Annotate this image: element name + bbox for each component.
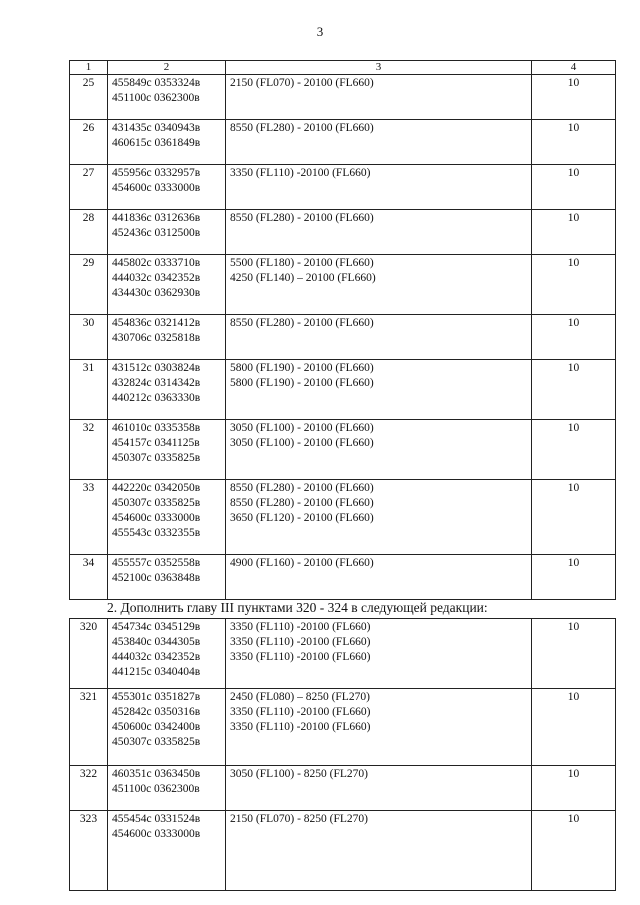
value-cell: 10	[532, 480, 616, 555]
row-number-cell: 25	[70, 75, 108, 120]
row-number-cell: 321	[70, 689, 108, 766]
coordinate-point: 452842с 0350316в	[112, 706, 201, 718]
coordinate-point: 455956с 0332957в	[112, 167, 201, 179]
coordinates-cell	[108, 689, 226, 766]
coordinate-point: 444032с 0342352в	[112, 272, 201, 284]
coordinate-point: 441215с 0340404в	[112, 666, 201, 678]
coordinate-point: 442220с 0342050в	[112, 482, 201, 494]
levels-cell	[226, 165, 532, 210]
table-row	[70, 165, 616, 210]
value-cell: 10	[532, 689, 616, 766]
levels-cell	[226, 689, 532, 766]
coordinates-cell	[108, 255, 226, 315]
flight-level-range: 3350 (FL110) -20100 (FL660)	[230, 721, 371, 733]
table-row	[70, 420, 616, 480]
value-cell: 10	[532, 555, 616, 600]
row-number-cell: 29	[70, 255, 108, 315]
coordinate-point: 441836с 0312636в	[112, 212, 201, 224]
coordinate-point: 431435с 0340943в	[112, 122, 201, 134]
flight-level-range: 8550 (FL280) - 20100 (FL660)	[230, 482, 374, 494]
row-number-cell: 26	[70, 120, 108, 165]
flight-level-range: 3650 (FL120) - 20100 (FL660)	[230, 512, 374, 524]
flight-level-range: 4900 (FL160) - 20100 (FL660)	[230, 557, 374, 569]
coordinate-point: 455301с 0351827в	[112, 691, 201, 703]
amendment-instruction: 2. Дополнить главу III пунктами 320 - 324 в следующей редакции:	[107, 600, 488, 615]
table-row	[70, 315, 616, 360]
coordinate-point: 451100с 0362300в	[112, 783, 200, 795]
coordinate-point: 452100с 0363848в	[112, 572, 201, 584]
row-number-cell: 33	[70, 480, 108, 555]
flight-level-range: 8550 (FL280) - 20100 (FL660)	[230, 212, 374, 224]
flight-level-range: 8550 (FL280) - 20100 (FL660)	[230, 317, 374, 329]
coordinates-cell	[108, 165, 226, 210]
table-row	[70, 120, 616, 165]
row-number-cell: 30	[70, 315, 108, 360]
table-row	[70, 75, 616, 120]
flight-level-range: 3050 (FL100) - 20100 (FL660)	[230, 422, 374, 434]
flight-level-range: 3350 (FL110) -20100 (FL660)	[230, 706, 371, 718]
new-items-table	[69, 618, 616, 891]
coordinate-point: 454836с 0321412в	[112, 317, 201, 329]
coordinates-cell	[108, 766, 226, 811]
coordinates-cell	[108, 619, 226, 689]
row-number-cell: 34	[70, 555, 108, 600]
coordinate-point: 455849с 0353324в	[112, 77, 201, 89]
coordinate-point: 461010с 0335358в	[112, 422, 201, 434]
coordinates-cell	[108, 555, 226, 600]
coordinate-point: 460351с 0363450в	[112, 768, 201, 780]
levels-cell	[226, 360, 532, 420]
column-header: 1	[70, 61, 108, 75]
coordinates-cell	[108, 75, 226, 120]
value-cell: 10	[532, 75, 616, 120]
coordinate-point: 454600с 0333000в	[112, 828, 201, 840]
levels-cell	[226, 315, 532, 360]
coordinate-point: 455454с 0331524в	[112, 813, 201, 825]
levels-cell	[226, 420, 532, 480]
flight-level-range: 2150 (FL070) - 20100 (FL660)	[230, 77, 374, 89]
value-cell: 10	[532, 315, 616, 360]
coordinate-point: 430706с 0325818в	[112, 332, 201, 344]
coordinate-point: 440212с 0363330в	[112, 392, 201, 404]
table-row	[70, 766, 616, 811]
table-row	[70, 689, 616, 766]
coordinates-cell	[108, 420, 226, 480]
coordinates-cell	[108, 360, 226, 420]
coordinate-point: 432824с 0314342в	[112, 377, 201, 389]
coordinate-point: 452436с 0312500в	[112, 227, 201, 239]
flight-level-range: 3350 (FL110) -20100 (FL660)	[230, 167, 371, 179]
coordinates-cell	[108, 120, 226, 165]
row-number-cell: 27	[70, 165, 108, 210]
flight-level-range: 3350 (FL110) -20100 (FL660)	[230, 636, 371, 648]
coordinate-point: 445802с 0333710в	[112, 257, 201, 269]
levels-cell	[226, 255, 532, 315]
coordinate-point: 434430с 0362930в	[112, 287, 201, 299]
coordinate-point: 450307с 0335825в	[112, 736, 201, 748]
row-number-cell: 32	[70, 420, 108, 480]
flight-level-range: 3350 (FL110) -20100 (FL660)	[230, 651, 371, 663]
coordinate-point: 454157с 0341125в	[112, 437, 200, 449]
routes-table	[69, 60, 616, 600]
flight-level-range: 3050 (FL100) - 20100 (FL660)	[230, 437, 374, 449]
table-row	[70, 210, 616, 255]
coordinate-point: 450307с 0335825в	[112, 452, 201, 464]
value-cell: 10	[532, 360, 616, 420]
table-row	[70, 811, 616, 891]
coordinates-cell	[108, 315, 226, 360]
row-number-cell: 28	[70, 210, 108, 255]
flight-level-range: 8550 (FL280) - 20100 (FL660)	[230, 122, 374, 134]
coordinate-point: 455543с 0332355в	[112, 527, 201, 539]
coordinate-point: 454600с 0333000в	[112, 512, 201, 524]
levels-cell	[226, 555, 532, 600]
coordinate-point: 431512с 0303824в	[112, 362, 201, 374]
coordinate-point: 455557с 0352558в	[112, 557, 201, 569]
flight-level-range: 3050 (FL100) - 8250 (FL270)	[230, 768, 368, 780]
flight-level-range: 5500 (FL180) - 20100 (FL660)	[230, 257, 374, 269]
flight-level-range: 5800 (FL190) - 20100 (FL660)	[230, 362, 374, 374]
coordinates-cell	[108, 480, 226, 555]
levels-cell	[226, 766, 532, 811]
levels-cell	[226, 210, 532, 255]
value-cell: 10	[532, 165, 616, 210]
value-cell: 10	[532, 766, 616, 811]
table-row	[70, 619, 616, 689]
coordinate-point: 450307с 0335825в	[112, 497, 201, 509]
value-cell: 10	[532, 811, 616, 891]
coordinate-point: 460615с 0361849в	[112, 137, 201, 149]
levels-cell	[226, 120, 532, 165]
column-header: 4	[532, 61, 616, 75]
coordinates-cell	[108, 811, 226, 891]
flight-level-range: 2150 (FL070) - 8250 (FL270)	[230, 813, 368, 825]
coordinate-point: 454734с 0345129в	[112, 621, 201, 633]
table-row	[70, 555, 616, 600]
flight-level-range: 3350 (FL110) -20100 (FL660)	[230, 621, 371, 633]
flight-level-range: 2450 (FL080) – 8250 (FL270)	[230, 691, 370, 703]
row-number-cell: 31	[70, 360, 108, 420]
table-row	[70, 480, 616, 555]
table-header-row	[70, 61, 616, 75]
coordinate-point: 451100с 0362300в	[112, 92, 200, 104]
column-header: 2	[108, 61, 226, 75]
row-number-cell: 323	[70, 811, 108, 891]
value-cell: 10	[532, 619, 616, 689]
coordinate-point: 444032с 0342352в	[112, 651, 201, 663]
levels-cell	[226, 811, 532, 891]
value-cell: 10	[532, 420, 616, 480]
column-header: 3	[226, 61, 532, 75]
coordinate-point: 450600с 0342400в	[112, 721, 201, 733]
flight-level-range: 8550 (FL280) - 20100 (FL660)	[230, 497, 374, 509]
value-cell: 10	[532, 120, 616, 165]
row-number-cell: 320	[70, 619, 108, 689]
levels-cell	[226, 480, 532, 555]
page-number: 3	[316, 24, 324, 39]
value-cell: 10	[532, 210, 616, 255]
table-row	[70, 360, 616, 420]
levels-cell	[226, 619, 532, 689]
value-cell: 10	[532, 255, 616, 315]
coordinate-point: 453840с 0344305в	[112, 636, 201, 648]
coordinates-cell	[108, 210, 226, 255]
levels-cell	[226, 75, 532, 120]
row-number-cell: 322	[70, 766, 108, 811]
table-row	[70, 255, 616, 315]
flight-level-range: 5800 (FL190) - 20100 (FL660)	[230, 377, 374, 389]
coordinate-point: 454600с 0333000в	[112, 182, 201, 194]
flight-level-range: 4250 (FL140) – 20100 (FL660)	[230, 272, 376, 284]
